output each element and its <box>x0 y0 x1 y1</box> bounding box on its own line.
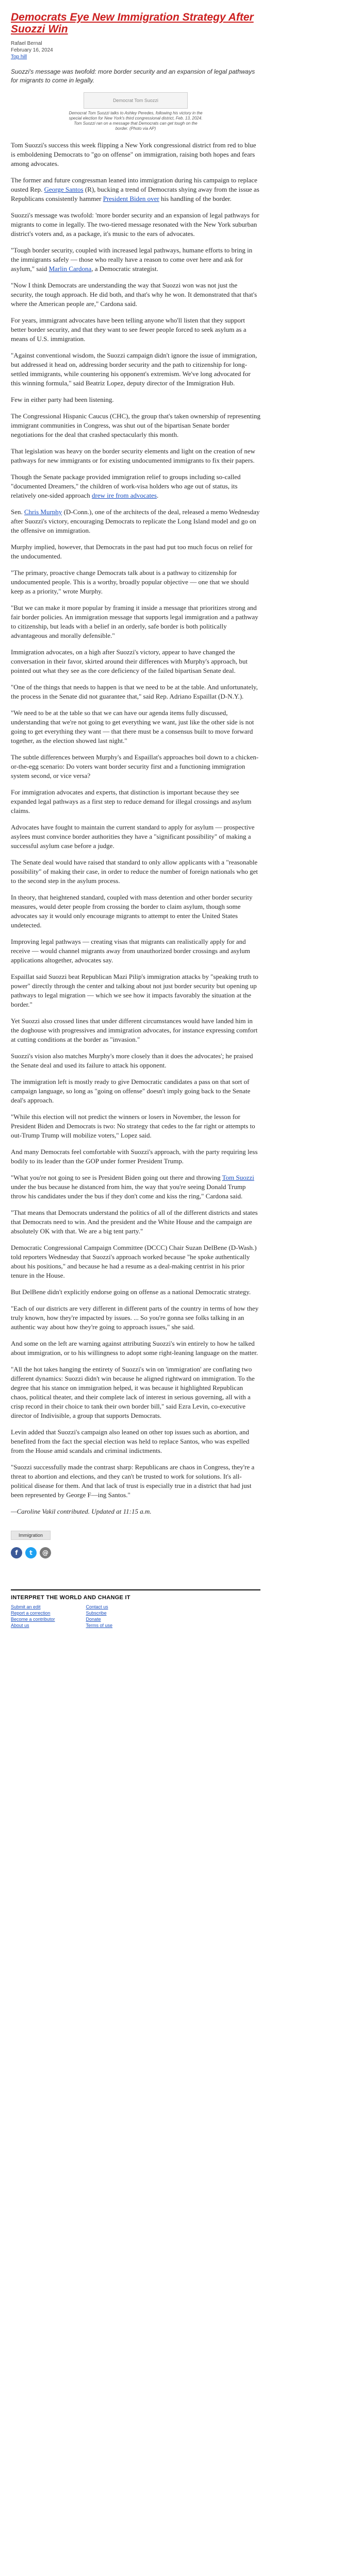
footer-column-1 <box>11 1604 55 1629</box>
body-paragraph <box>11 281 260 309</box>
paragraph-text: The Senate deal would have raised that standard to only allow applicants with a "reasonable possibility" of making their case, in order to reduce the number of foreign nationals who get to the second step in the asylum process. <box>11 858 258 885</box>
footer-columns <box>11 1604 260 1629</box>
footer-link[interactable]: Report a correction <box>11 1611 51 1616</box>
paragraph-text: Levin added that Suozzi's campaign also leaned on other top issues such as abortion, and benefited from the fact the special election was held to replace Santos, who was expelled from the House amid scandals and criminal indictments. <box>11 1428 250 1454</box>
footer-link[interactable]: Contact us <box>86 1604 108 1609</box>
paragraph-text: "While this election will not predict the winners or losers in November, the lesson for President Biden and Democrats is two: No strategy that cedes to the far right or attempts to out-Trump Trump will mobilize voters," Lopez said. <box>11 1113 255 1139</box>
paragraph-text: "All the hot takes hanging the entirety of Suozzi's win on 'immigration' are conflating two different dynamics: Suozzi didn't win because he aligned rightward on immigration. To the degree that his stance on immigration helped, it was because it highlighted Republican chaos, political theater, and their complete lack of interest in serious governing, all with a crisp record in their choice to tank their own border bill," said Ezra Levin, co-executive director of Indivisible, a group that supports Democrats. <box>11 1365 255 1419</box>
body-paragraph <box>11 648 260 675</box>
paragraph-text: The Congressional Hispanic Caucus (CHC), the group that's taken ownership of representing immigrant communities in Congress, was shut out of the bipartisan Senate border negotiations for the deal that crashed spectacularly this month. <box>11 412 260 438</box>
body-paragraph <box>11 412 260 439</box>
body-paragraph <box>11 708 260 745</box>
body-paragraph <box>11 1463 260 1500</box>
byline-author: Rafael Bernal <box>11 41 42 46</box>
paragraph-text: The former and future congressman leaned into immigration during his campaign to replace ousted Rep. <box>11 176 257 193</box>
body-paragraph <box>11 937 260 965</box>
body-paragraph <box>11 1287 260 1297</box>
twitter-icon[interactable]: t <box>25 1547 37 1558</box>
footer-column-2 <box>86 1604 113 1629</box>
body-paragraph <box>11 858 260 886</box>
site-footer <box>11 1589 260 1629</box>
body-paragraph <box>11 603 260 640</box>
paragraph-text: But DelBene didn't explicitly endorse going on offense as a national Democratic strategy. <box>11 1288 251 1296</box>
footer-link[interactable]: Submit an edit <box>11 1604 41 1609</box>
paragraph-text: "But we can make it more popular by framing it inside a message that prioritizes strong and fair border policies. An immigration message that supports legal immigration and a pathway to citizenship, but leads with a belief in an orderly, safe border is both politically advantageous and morally defensible." <box>11 604 258 639</box>
body-paragraph <box>11 788 260 816</box>
paragraph-text: For immigration advocates and experts, that distinction is important because they see expanded legal pathways as a first step to reduce demand for illegal crossings and asylum claims. <box>11 788 252 815</box>
body-paragraph <box>11 683 260 701</box>
paragraph-text: In theory, that heightened standard, coupled with mass detention and other border security measures, would deter people from crossing the border to claim asylum, though some advocates say it would only encourage migrants to attempt to enter the United States undetected. <box>11 893 253 929</box>
body-paragraph <box>11 316 260 344</box>
inline-link[interactable]: Marlin Cardona <box>48 265 92 273</box>
article-dek: Suozzi's message was twofold: more border security and an expansion of legal pathways for migrants to come in legally. <box>11 68 255 84</box>
paragraph-text: Yet Suozzi also crossed lines that under different circumstances would have landed him in the doghouse with progressives and immigration advocates, for instance expressing comfort at cutting conditions at the border as "invasion." <box>11 1017 258 1043</box>
paragraph-text: "Each of our districts are very different in different parts of the country in terms of how they truly known, how they're impacted by issues. ... So you're gonna see folks talking in an authentic way about how they're going to approach issues," she said. <box>11 1304 259 1331</box>
footer-heading: INTERPRET THE WORLD AND CHANGE IT <box>11 1595 130 1601</box>
body-paragraph <box>11 1507 260 1516</box>
body-paragraph <box>11 1173 260 1201</box>
paragraph-text: Democratic Congressional Campaign Committee (DCCC) Chair Suzan DelBene (D-Wash.) told reporters Wednesday that Suozzi's approach worked because "he spoke authentically about his positions," and because he had a resume as a deal-making centrist in his prior tenure in the House. <box>11 1244 257 1279</box>
paragraph-text: "The primary, proactive change Democrats talk about is a pathway to citizenship for undocumented people. This is a worthy, broadly popular objective — one that we should keep as a priority," wrote Murphy. <box>11 569 249 595</box>
body-paragraph <box>11 1428 260 1455</box>
article <box>11 0 260 1629</box>
paragraph-text: Tom Suozzi's success this week flipping a New York congressional district from red to blue is emboldening Democrats to "go on offense" on immigration, raising both hopes and fears among advocates. <box>11 141 256 167</box>
paragraph-text: "Now I think Democrats are understanding the way that Suozzi won was not just the security, the tough approach. He did both, and that's why he won. It demonstrated that that's where the American people are," Cardona said. <box>11 281 257 308</box>
paragraph-text: For years, immigrant advocates have been telling anyone who'll listen that they support better border security, and that they want to see fewer people forced to seek asylum as a means of U.S. immigration. <box>11 316 247 343</box>
article-headline[interactable]: Democrats Eye New Immigration Strategy After Suozzi Win <box>11 11 254 35</box>
paragraph-text: (R), bucking a trend of Democrats shying away from the issue as Republicans consistently hammer <box>11 185 259 202</box>
paragraph-text: Immigration advocates, on a high after Suozzi's victory, appear to have changed the conversation in their favor, skirted around their differences with Murphy's approach, but pointed out what they see as the core deficiency of the failed bipartisan Senate deal. <box>11 648 248 674</box>
body-paragraph <box>11 395 260 404</box>
body-paragraph <box>11 351 260 388</box>
topic-tag[interactable]: Immigration <box>11 1531 51 1540</box>
paragraph-text: And many Democrats feel comfortable with Suozzi's approach, with the party requiring less bodily to its leader than the GOP under former President Trump. <box>11 1148 258 1165</box>
paragraph-text: That legislation was heavy on the border security elements and light on the creation of new pathways for new immigrants or for existing undocumented immigrants to fix their papers. <box>11 447 255 464</box>
inline-link[interactable]: Chris Murphy <box>24 508 62 516</box>
body-paragraph <box>11 1112 260 1140</box>
paragraph-text: Improving legal pathways — creating visas that migrants can realistically apply for and receive — would channel migrants away from unauthorized border crossings and asylum applications altogether, advocates say. <box>11 938 250 964</box>
paragraph-text: his handling of the border. <box>159 195 232 202</box>
body-paragraph <box>11 1077 260 1105</box>
body-paragraph <box>11 1243 260 1280</box>
paragraph-text: "Against conventional wisdom, the Suozzi campaign didn't ignore the issue of immigration, but addressed it head on, addressing border security and the path to citizenship for long-settled immigrants, while countering his opponent's extremism. We've long advocated for this winning formula," said Beatriz Lopez, deputy director of the Immigration Hub. <box>11 351 257 387</box>
paragraph-text: "Tough border security, coupled with increased legal pathways, humane efforts to bring in the immigrants safely — those who really have a reason to come over here and ask for asylum," said <box>11 246 253 273</box>
paragraph-text: Sen. <box>11 508 24 516</box>
body-paragraph <box>11 1365 260 1420</box>
paragraph-text: Murphy implied, however, that Democrats in the past had put too much focus on relief for the undocumented. <box>11 543 253 560</box>
footer-link[interactable]: Donate <box>86 1617 101 1622</box>
photo-alt-text: Democrat Tom Suozzi <box>113 98 158 103</box>
paragraph-text: , a Democratic strategist. <box>91 265 158 273</box>
body-paragraph <box>11 507 260 535</box>
paragraph-text: "What you're not going to see is President Biden going out there and throwing <box>11 1174 222 1181</box>
paragraph-text: And some on the left are warning against attributing Suozzi's win entirely to how he talked about immigration, or to his willingness to adopt some right-leaning language on the matter. <box>11 1340 258 1357</box>
inline-link[interactable]: President Biden over <box>103 195 159 202</box>
paragraph-text: Suozzi's vision also matches Murphy's more closely than it does the advocates'; he praised the Senate deal and used its failure to attack his opponent. <box>11 1052 253 1069</box>
body-paragraph <box>11 141 260 168</box>
paragraph-text: "We need to be at the table so that we can have our agenda items fully discussed, understanding that we're not going to get everything we want, just like the other side is not going to get everything they want — that there must be a consensus built to move forward together, as the election showed last night." <box>11 709 254 744</box>
signoff-text: —Caroline Vakil contributed. Updated at 11:15 a.m. <box>11 1507 152 1515</box>
paragraph-text: "Suozzi successfully made the contrast sharp: Republicans are chaos in Congress, they're a threat to abortion and elections, and they can't be trusted to work for solutions. It's all-political disease for them. And that lack of trust is especially true in a district that had just been represented by George F—ing Santos." <box>11 1463 255 1499</box>
body-paragraph <box>11 211 260 239</box>
body-paragraph <box>11 753 260 781</box>
footer-link[interactable]: Subscribe <box>86 1611 107 1616</box>
paragraph-text: "That means that Democrats understand the politics of all of the different districts and states that Democrats need to win. And the president and the White House and the campaign are absolutely OK with that. We are a big tent party." <box>11 1209 258 1235</box>
inline-link[interactable]: George Santos <box>44 185 84 193</box>
paragraph-text: The immigration left is mostly ready to give Democratic candidates a pass on that sort of campaign language, so long as "going on offense" doesn't imply going back to the Senate deal's approach. <box>11 1078 251 1104</box>
paragraph-text: The subtle differences between Murphy's and Espaillat's approaches boil down to a chicken-or-the-egg scenario: Do voters want border security first and a functioning immigration system second, or vice versa? <box>11 753 259 779</box>
paragraph-text: (D-Conn.), one of the architects of the deal, released a memo Wednesday after Suozzi's victory, encouraging Democrats to replicate the Long Island model and go on the offensive on immigration. <box>11 508 260 534</box>
byline <box>11 40 260 60</box>
body-paragraph <box>11 1304 260 1332</box>
share-row <box>11 1547 260 1558</box>
inline-link[interactable]: drew ire from advocates <box>92 492 157 499</box>
body-paragraph <box>11 543 260 561</box>
byline-date: February 16, 2024 <box>11 47 53 53</box>
body-paragraph <box>11 1052 260 1070</box>
body-paragraph <box>11 1208 260 1236</box>
paragraph-text: Few in either party had been listening. <box>11 396 114 403</box>
inline-link[interactable]: Tom Suozzi <box>222 1174 254 1181</box>
body-paragraph <box>11 246 260 274</box>
body-paragraph <box>11 472 260 500</box>
paragraph-text: "One of the things that needs to happen is that we need to be at the table. And unfortunately, the process in the Senate did not guarantee that," said Rep. Adriano Espaillat (D-N.Y.). <box>11 683 258 700</box>
article-body <box>11 141 260 1516</box>
article-figure <box>11 92 260 131</box>
paragraph-text: . <box>157 492 159 499</box>
body-paragraph <box>11 1016 260 1044</box>
paragraph-text: under the bus because he distanced from him, the way that you're seeing Donald Trump throw his candidates under the bus if they don't come and kiss the ring," Cardona said. <box>11 1183 246 1200</box>
facebook-icon[interactable]: f <box>11 1547 22 1558</box>
photo-caption: Democrat Tom Suozzi talks to Ashley Peredes, following his victory in the special election for New York's third congressional district, Feb. 13, 2024. Tom Suozzi ran on a message that Democrats can get tough on the border. (Photo via AP) <box>69 111 203 131</box>
body-paragraph <box>11 1147 260 1166</box>
body-paragraph <box>11 823 260 851</box>
article-photo <box>84 92 188 109</box>
paragraph-text: Suozzi's message was twofold: 'more border security and an expansion of legal pathways for migrants to come in legally. The two-tiered message resonated with the New York suburban district's voters and, as a package, it's music to the ears of advocates. <box>11 211 259 238</box>
body-paragraph <box>11 176 260 204</box>
body-paragraph <box>11 972 260 1009</box>
paragraph-text: Advocates have fought to maintain the current standard to apply for asylum — prospective asylees must convince border authorities they have a "significant possibility" of making a successful asylum case before a judge. <box>11 823 255 850</box>
top-link[interactable]: Top hill <box>11 54 27 60</box>
paragraph-text: Espaillat said Suozzi beat Republican Mazi Pilip's immigration attacks by "speaking truth to power" directly through the center and talking about not just border security but opening up pathways to legal migration — which we see how it impacts favorably the situation at the border." <box>11 973 258 1008</box>
body-paragraph <box>11 893 260 930</box>
footer-link[interactable]: About us <box>11 1623 29 1628</box>
footer-link[interactable]: Become a contributor <box>11 1617 55 1622</box>
body-paragraph <box>11 447 260 465</box>
paragraph-text: Though the Senate package provided immigration relief to groups including so-called "documented Dreamers," the children of work-visa holders who age out of status, its relatively one-sided approach <box>11 473 241 499</box>
body-paragraph <box>11 1339 260 1358</box>
body-paragraph <box>11 568 260 596</box>
footer-link[interactable]: Terms of use <box>86 1623 113 1628</box>
email-icon[interactable]: @ <box>40 1547 51 1558</box>
